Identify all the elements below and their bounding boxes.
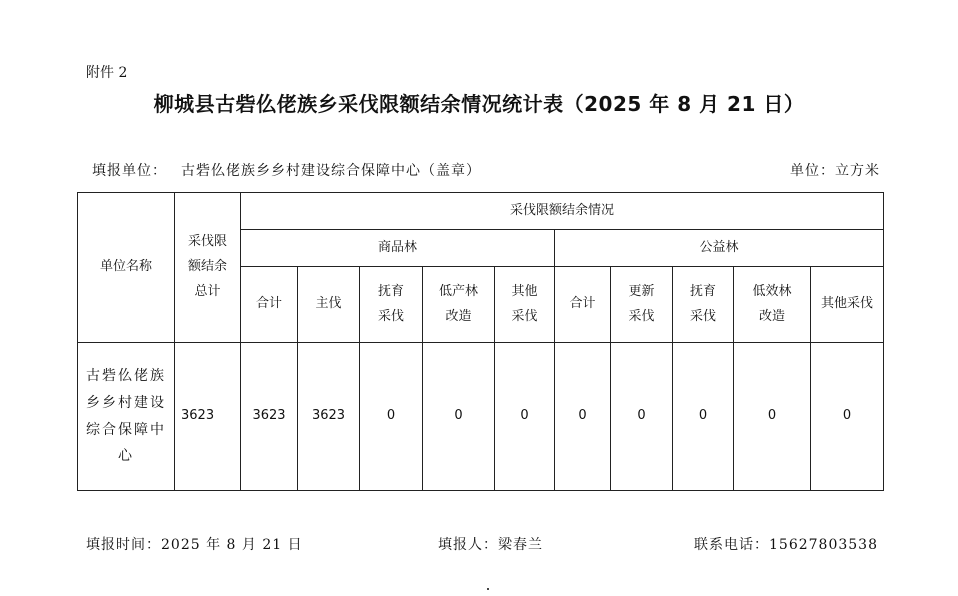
- row-commercial-tending: 0: [360, 343, 423, 491]
- header-line: 改造: [758, 308, 785, 324]
- unit-name-line: 心: [118, 448, 134, 465]
- header-public-forest: 公益林: [555, 230, 884, 267]
- header-line: 其他: [511, 283, 538, 299]
- header-line: 采伐: [377, 308, 404, 324]
- page-title: 柳城县古砦仫佬族乡采伐限额结余情况统计表（2025 年 8 月 21 日）: [153, 92, 805, 116]
- table-row: [78, 343, 884, 491]
- header-total-line: 额结余: [187, 259, 227, 275]
- header-public-low-efficiency: [734, 267, 811, 343]
- header-commercial-forest: 商品林: [241, 230, 555, 267]
- header-line: 主伐: [315, 296, 342, 312]
- row-unit-name: [78, 343, 175, 491]
- header-line: 低效林: [752, 283, 792, 299]
- header-public-other: [811, 267, 884, 343]
- header-balance-situation: 采伐限额结余情况: [241, 193, 884, 230]
- header-line: 抚育: [377, 283, 404, 299]
- header-line: 低产林: [438, 283, 478, 299]
- header-line: 采伐: [511, 308, 538, 324]
- header-line: 更新: [628, 283, 655, 299]
- unit-name-line: 乡乡村建设: [86, 394, 166, 411]
- header-commercial-other: [495, 267, 555, 343]
- row-public-subtotal: 0: [555, 343, 611, 491]
- footer-report-time: 填报时间：2025 年 8 月 21 日: [86, 537, 303, 553]
- measure-unit: 单位：立方米: [790, 163, 880, 179]
- row-commercial-main-cut: 3623: [298, 343, 360, 491]
- attachment-label: 附件 2: [86, 65, 128, 81]
- header-public-tending: [673, 267, 734, 343]
- header-line: 合计: [255, 296, 282, 312]
- row-public-low-efficiency: 0: [734, 343, 811, 491]
- header-commercial-main-cut: [298, 267, 360, 343]
- row-total: 3623: [175, 343, 241, 491]
- row-public-renewal: 0: [611, 343, 673, 491]
- report-unit: [92, 160, 495, 180]
- header-commercial-low-yield: [423, 267, 495, 343]
- footer-phone: 联系电话：15627803538: [694, 537, 878, 553]
- header-total-line: 采伐限: [187, 234, 227, 250]
- report-unit-label: 填报单位：: [92, 163, 167, 179]
- unit-name-line: 古砦仫佬族: [86, 368, 166, 385]
- row-commercial-low-yield: 0: [423, 343, 495, 491]
- scan-speck: [487, 588, 489, 590]
- row-commercial-subtotal: 3623: [241, 343, 298, 491]
- header-total-line: 总计: [194, 283, 221, 299]
- statistics-table: [77, 192, 884, 491]
- header-line: 其他采伐: [821, 296, 874, 312]
- row-public-other: 0: [811, 343, 884, 491]
- header-total: [175, 193, 241, 343]
- header-line: 采伐: [689, 308, 716, 324]
- header-commercial-tending: [360, 267, 423, 343]
- footer-reporter: 填报人：梁春兰: [438, 537, 543, 553]
- header-unit-name: 单位名称: [78, 193, 175, 343]
- header-public-renewal: [611, 267, 673, 343]
- header-line: 合计: [569, 296, 596, 312]
- header-line: 采伐: [628, 308, 655, 324]
- row-commercial-other: 0: [495, 343, 555, 491]
- header-line: 抚育: [689, 283, 716, 299]
- row-public-tending: 0: [673, 343, 734, 491]
- header-public-subtotal: [555, 267, 611, 343]
- report-unit-value: 古砦仫佬族乡乡村建设综合保障中心（盖章）: [181, 163, 481, 179]
- header-line: 改造: [445, 308, 472, 324]
- header-commercial-subtotal: [241, 267, 298, 343]
- unit-name-line: 综合保障中: [86, 421, 166, 438]
